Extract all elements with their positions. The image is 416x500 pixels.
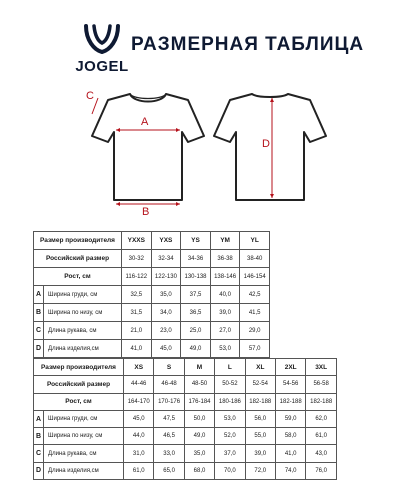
table-cell: 180-186: [215, 393, 245, 410]
table-cell: 56-58: [306, 376, 337, 393]
size-cell: XL: [245, 359, 275, 376]
table-row: [34, 250, 270, 268]
measure-letter: D: [34, 340, 44, 358]
table-row: [34, 462, 337, 479]
table-cell: 52,0: [215, 428, 245, 445]
table-cell: 21,0: [122, 322, 152, 340]
height-label: Рост, см: [34, 393, 124, 410]
label-d: D: [262, 138, 270, 150]
label-a: A: [141, 116, 149, 128]
measure-letter: D: [34, 462, 44, 479]
table-cell: 43,0: [306, 445, 337, 462]
size-table-youth: [33, 231, 270, 358]
table-cell: 46,5: [154, 428, 184, 445]
table-row: [34, 428, 337, 445]
size-cell: YL: [240, 232, 270, 250]
table-cell: 23,0: [151, 322, 181, 340]
table-header-label: Размер производителя: [34, 359, 124, 376]
label-c: C: [86, 90, 94, 102]
table-cell: 32-34: [151, 250, 181, 268]
table-cell: 72,0: [245, 462, 275, 479]
size-cell: S: [154, 359, 184, 376]
measure-label: Ширина по низу, см: [44, 428, 124, 445]
measure-label: Длина изделия,см: [44, 340, 122, 358]
table-cell: 37,5: [181, 286, 211, 304]
table-cell: 35,0: [151, 286, 181, 304]
table-row: [34, 232, 270, 250]
shirt-back-outline: [214, 94, 326, 200]
table-cell: 39,0: [210, 304, 240, 322]
table-row: [34, 376, 337, 393]
measure-label: Длина изделия,см: [44, 462, 124, 479]
shirt-back-diagram: [210, 86, 330, 223]
table-cell: 37,0: [215, 445, 245, 462]
table-cell: 44,0: [124, 428, 154, 445]
table-cell: 34-36: [181, 250, 211, 268]
table-row: [34, 393, 337, 410]
table-header-label: Размер производителя: [34, 232, 122, 250]
table-cell: 57,0: [240, 340, 270, 358]
table-row: [34, 340, 270, 358]
table-cell: 76,0: [306, 462, 337, 479]
table-cell: 53,0: [215, 410, 245, 427]
table-cell: 39,0: [245, 445, 275, 462]
table-cell: 59,0: [275, 410, 305, 427]
height-label: Рост, см: [34, 268, 122, 286]
table-cell: 61,0: [124, 462, 154, 479]
table-cell: 176-184: [184, 393, 214, 410]
table-cell: 36-38: [210, 250, 240, 268]
size-cell: YXS: [151, 232, 181, 250]
table-cell: 50-52: [215, 376, 245, 393]
measure-label: Длина рукава, см: [44, 445, 124, 462]
russian-size-label: Российский размер: [34, 250, 122, 268]
table-cell: 31,5: [122, 304, 152, 322]
table-cell: 32,5: [122, 286, 152, 304]
measure-label: Длина рукава, см: [44, 322, 122, 340]
table-row: [34, 410, 337, 427]
table-cell: 45,0: [124, 410, 154, 427]
table-row: [34, 322, 270, 340]
table-row: [34, 304, 270, 322]
table-cell: 29,0: [240, 322, 270, 340]
table-cell: 49,0: [181, 340, 211, 358]
table-cell: 45,0: [151, 340, 181, 358]
table-cell: 47,5: [154, 410, 184, 427]
measure-letter: A: [34, 410, 44, 427]
size-cell: XS: [124, 359, 154, 376]
table-cell: 52-54: [245, 376, 275, 393]
table-cell: 146-154: [240, 268, 270, 286]
label-b: B: [142, 206, 150, 218]
table-cell: 44-46: [124, 376, 154, 393]
measure-label: Ширина по низу, см: [44, 304, 122, 322]
shirt-front-diagram: [88, 86, 208, 223]
brand-logo: [72, 24, 132, 74]
table-cell: 74,0: [275, 462, 305, 479]
table-cell: 182-188: [306, 393, 337, 410]
measure-label: Ширина груди, см: [44, 286, 122, 304]
size-cell: L: [215, 359, 245, 376]
table-cell: 58,0: [275, 428, 305, 445]
shirt-front-outline: [92, 94, 204, 200]
table-cell: 138-146: [210, 268, 240, 286]
table-cell: 35,0: [184, 445, 214, 462]
table-cell: 122-130: [151, 268, 181, 286]
measure-letter: C: [34, 322, 44, 340]
table-cell: 41,0: [275, 445, 305, 462]
table-cell: 25,0: [181, 322, 211, 340]
table-row: [34, 445, 337, 462]
measure-letter: A: [34, 286, 44, 304]
table-cell: 48-50: [184, 376, 214, 393]
table-cell: 56,0: [245, 410, 275, 427]
table-cell: 65,0: [154, 462, 184, 479]
measure-letter: C: [34, 445, 44, 462]
table-cell: 53,0: [210, 340, 240, 358]
table-cell: 170-176: [154, 393, 184, 410]
table-cell: 49,0: [184, 428, 214, 445]
table-cell: 116-122: [122, 268, 152, 286]
jogel-emblem-icon: [80, 24, 124, 56]
table-row: [34, 359, 337, 376]
table-cell: 30-32: [122, 250, 152, 268]
table-cell: 54-56: [275, 376, 305, 393]
size-cell: YM: [210, 232, 240, 250]
table-row: [34, 286, 270, 304]
size-cell: YXXS: [122, 232, 152, 250]
table-cell: 41,0: [122, 340, 152, 358]
size-table-adult: [33, 358, 337, 480]
russian-size-label: Российский размер: [34, 376, 124, 393]
table-cell: 46-48: [154, 376, 184, 393]
measure-letter: B: [34, 428, 44, 445]
table-cell: 70,0: [215, 462, 245, 479]
table-cell: 50,0: [184, 410, 214, 427]
size-cell: 2XL: [275, 359, 305, 376]
size-cell: YS: [181, 232, 211, 250]
table-cell: 41,5: [240, 304, 270, 322]
table-cell: 61,0: [306, 428, 337, 445]
table-cell: 55,0: [245, 428, 275, 445]
table-cell: 33,0: [154, 445, 184, 462]
table-cell: 34,0: [151, 304, 181, 322]
measure-label: Ширина груди, см: [44, 410, 124, 427]
table-cell: 68,0: [184, 462, 214, 479]
measure-letter: B: [34, 304, 44, 322]
table-cell: 36,5: [181, 304, 211, 322]
table-cell: 27,0: [210, 322, 240, 340]
logo-text: JOGEL: [75, 58, 129, 75]
table-cell: 130-138: [181, 268, 211, 286]
table-row: [34, 268, 270, 286]
page-title: РАЗМЕРНАЯ ТАБЛИЦА: [131, 34, 365, 55]
table-cell: 40,0: [210, 286, 240, 304]
table-cell: 182-188: [275, 393, 305, 410]
table-cell: 62,0: [306, 410, 337, 427]
table-cell: 38-40: [240, 250, 270, 268]
table-cell: 42,5: [240, 286, 270, 304]
table-cell: 31,0: [124, 445, 154, 462]
size-cell: 3XL: [306, 359, 337, 376]
size-cell: M: [184, 359, 214, 376]
table-cell: 164-170: [124, 393, 154, 410]
table-cell: 182-188: [245, 393, 275, 410]
